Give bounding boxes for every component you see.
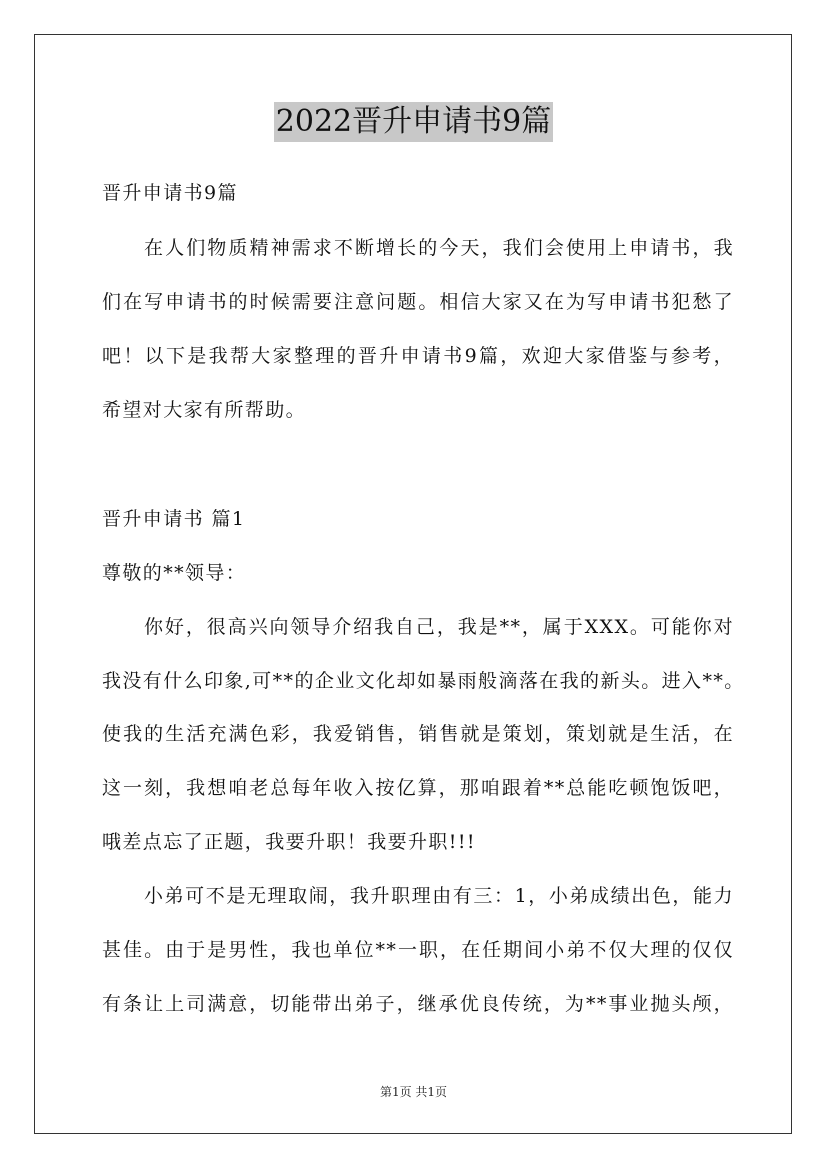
- intro-line-1: 在人们物质精神需求不断增长的今天，我们会使用上申请书，我: [144, 237, 734, 259]
- paragraph2-line-1: 小弟可不是无理取闹，我升职理由有三：1，小弟成绩出色，能力: [144, 885, 734, 907]
- intro-line-2: 们在写申请书的时候需要注意问题。相信大家又在为写申请书犯愁了: [102, 291, 734, 313]
- document-subtitle: 晋升申请书9篇: [102, 182, 238, 204]
- page-footer: 第1页 共1页: [379, 1085, 448, 1099]
- document-title: 2022晋升申请书9篇: [274, 102, 553, 142]
- intro-line-4: 希望对大家有所帮助。: [102, 399, 307, 421]
- title-container: [0, 102, 827, 142]
- section-heading: 晋升申请书 篇1: [102, 508, 246, 530]
- paragraph1-line-2: 我没有什么印象,可**的企业文化却如暴雨般滴落在我的新头。进入**。: [102, 670, 745, 692]
- intro-line-3: 吧！以下是我帮大家整理的晋升申请书9篇，欢迎大家借鉴与参考，: [102, 345, 734, 367]
- paragraph1-line-4: 这一刻，我想咱老总每年收入按亿算，那咱跟着**总能吃顿饱饭吧，: [102, 777, 734, 799]
- paragraph1-line-3: 使我的生活充满色彩，我爱销售，销售就是策划，策划就是生活，在: [102, 723, 734, 745]
- paragraph2-line-2: 甚佳。由于是男性，我也单位**一职，在任期间小弟不仅大理的仅仅: [102, 939, 734, 961]
- paragraph1-line-1: 你好，很高兴向领导介绍我自己，我是**，属于XXX。可能你对: [144, 616, 734, 638]
- salutation: 尊敬的**领导：: [102, 562, 247, 584]
- paragraph2-line-3: 有条让上司满意，切能带出弟子，继承优良传统，为**事业抛头颅，: [102, 993, 734, 1015]
- paragraph1-line-5: 哦差点忘了正题，我要升职！我要升职!!!: [102, 831, 476, 853]
